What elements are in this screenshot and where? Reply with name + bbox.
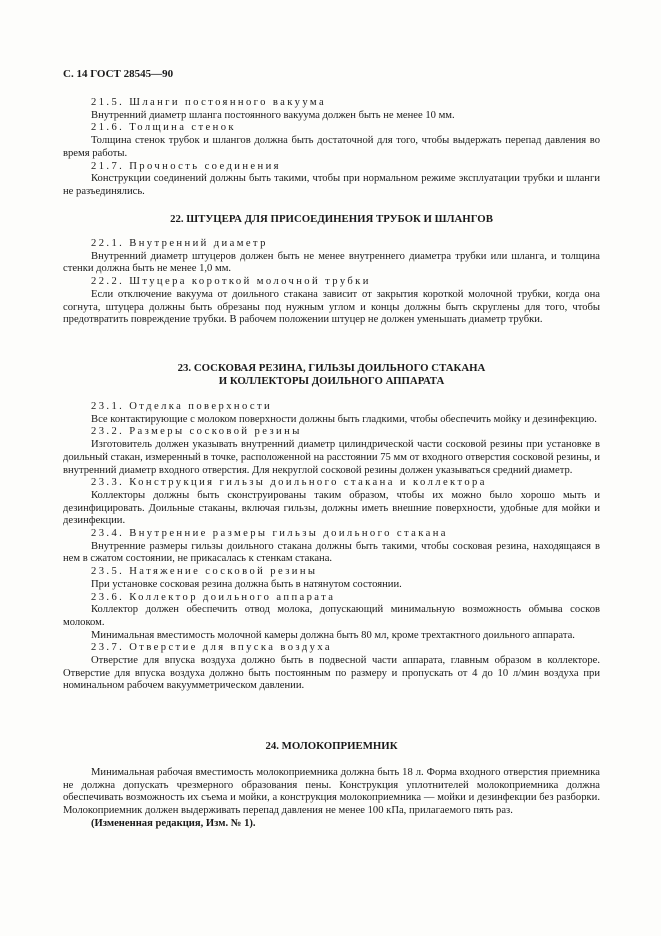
section-22-title [63, 213, 600, 226]
clause-text: Минимальная вместимость молочной камеры должна быть 80 мл, кроме трехтактного доильного аппарата. [91, 629, 575, 641]
clause-heading: 21.5. Шланги постоянного вакуума [91, 97, 327, 108]
clause-text: Коллекторы должны быть сконструированы таким образом, чтобы их можно было хорошо мыть и дезинфицировать. Доильные стаканы, включая гильзы, должны иметь внешние поверхности, удобные для мойки и дезинфекции. [63, 489, 600, 527]
section-title-line1: 23. СОСКОВАЯ РЕЗИНА, ГИЛЬЗЫ ДОИЛЬНОГО СТАКАНА [177, 362, 486, 374]
clause-heading: 22.2. Штуцера короткой молочной трубки [91, 276, 371, 288]
clause-heading: 23.5. Натяжение сосковой резины [91, 566, 318, 578]
clause-text: Все контактирующие с молоком поверхности должны быть гладкими, чтобы обеспечить мойку и дезинфекцию. [91, 413, 597, 425]
clause-heading: 23.4. Внутренние размеры гильзы доильного стакана [91, 528, 448, 540]
section-24 [63, 767, 600, 831]
clause-text: При установке сосковая резина должна быть в натянутом состоянии. [91, 578, 402, 590]
clause-text: Минимальная рабочая вместимость молокоприемника должна быть 18 л. Форма входного отверстия приемника не должна допускать чрезмерного образования пены. Конструкция уплотнителей молокоприемника должна обеспечивать возможность их съема и мойки, а конструкция молокоприемника — мойки и дезинфекции без разборки. Молокоприемник должен выдерживать перепад давления не менее 100 кПа, прилагаемого пять раз. [63, 767, 600, 817]
section-title: 22. ШТУЦЕРА ДЛЯ ПРИСОЕДИНЕНИЯ ТРУБОК И ШЛАНГОВ [170, 213, 493, 225]
clause-text: Изготовитель должен указывать внутренний диаметр цилиндрической части сосковой резины при установке в доильный стакан, измеренный в точке, расположенной на расстоянии 75 мм от входного отверстия сосковой резины, и внутренний диаметр входного отверстия. Для некруглой сосковой резины должен указываться средний диаметр. [63, 439, 600, 476]
clause-heading: 21.7. Прочность соединения [91, 160, 281, 172]
section-title-line2: И КОЛЛЕКТОРЫ ДОИЛЬНОГО АППАРАТА [218, 374, 445, 387]
clause-text: Коллектор должен обеспечить отвод молока, допускающий минимальную возможность обмыва сосков молоком. [63, 604, 600, 628]
clause-heading: 21.6. Толщина стенок [91, 122, 236, 134]
section-22 [63, 238, 600, 327]
clause-heading: 23.6. Коллектор доильного аппарата [91, 591, 336, 603]
clause-text: Внутренний диаметр штуцеров должен быть не менее внутреннего диаметра трубки или шланга, и толщина стенки должна быть не менее 1,0 мм. [63, 250, 600, 275]
clause-text: Внутренние размеры гильзы доильного стакана должны быть такими, чтобы сосковая резина, находящаяся в нем в сжатом состоянии, не прикасалась к стенкам стакана. [63, 540, 600, 565]
amendment-note: (Измененная редакция, Изм. № 1). [91, 817, 256, 829]
clause-heading: 23.1. Отделка поверхности [91, 401, 273, 412]
clause-heading: 22.1. Внутренний диаметр [91, 238, 268, 249]
section-title: 24. МОЛОКОПРИЕМНИК [265, 740, 398, 752]
page-header: С. 14 ГОСТ 28545—90 [63, 68, 174, 80]
section-23 [63, 401, 600, 693]
clause-text: Толщина стенок трубок и шлангов должна быть достаточной для того, чтобы выдержать перепад давления во время работы. [63, 135, 600, 159]
section-23-title [63, 362, 600, 387]
clause-text: Отверстие для впуска воздуха должно быть в подвесной части аппарата, главным образом в коллекторе. Отверстие для впуска воздуха должно быть постоянным по размеру и пропускать от 4 до 10 л/мин воздуха при номинальном рабочем вакуумметрическом давлении. [63, 655, 600, 692]
clause-text: Если отключение вакуума от доильного стакана зависит от закрытия короткой молочной трубки, когда она согнута, штуцера должны быть обрезаны под нужным углом и концы должны быть скруглены для того, чтобы предотвратить повреждение трубки. В рабочем положении штуцер не должен уменьшать диаметр трубки. [63, 288, 600, 326]
clause-heading: 23.2. Размеры сосковой резины [91, 426, 302, 438]
clause-heading: 23.3. Конструкция гильзы доильного стакана и коллектора [91, 477, 487, 489]
section-24-title [63, 740, 600, 753]
section-21 [63, 97, 600, 199]
clause-heading: 23.7. Отверстие для впуска воздуха [91, 642, 332, 654]
clause-text: Конструкции соединений должны быть такими, чтобы при нормальном режиме эксплуатации трубки и шланги не разъединялись. [63, 173, 600, 197]
clause-text: Внутренний диаметр шланга постоянного вакуума должен быть не менее 10 мм. [91, 109, 455, 121]
